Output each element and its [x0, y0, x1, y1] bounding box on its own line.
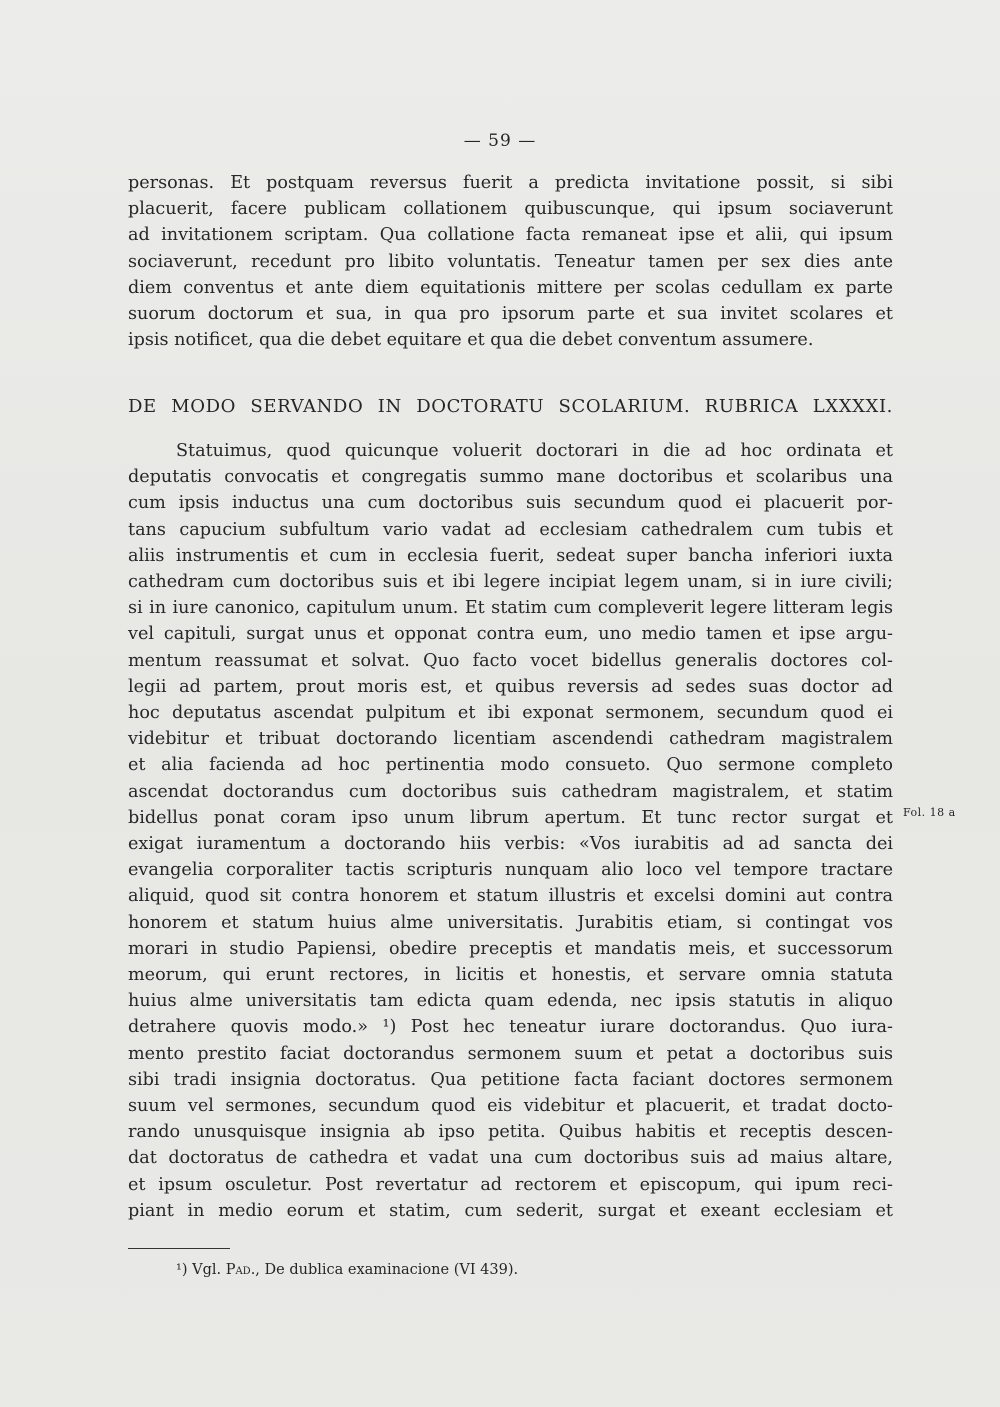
text-line: piant in medio eorum et statim, cum sederit, surgat et exeant ecclesiam et: [128, 1200, 893, 1221]
footnote-prefix: Vgl.: [192, 1262, 222, 1278]
text-line: ad invitationem scriptam. Qua collatione facta remaneat ipse et alii, qui ipsum: [128, 225, 893, 246]
text-line: vel capituli, surgat unus et opponat contra eum, uno medio tamen et ipse argu-: [128, 624, 893, 645]
text-line: ascendat doctorandus cum doctoribus suis cathedram magistralem, et statim: [128, 781, 893, 802]
footnote-marker: ¹): [176, 1262, 188, 1278]
section-heading: DE MODO SERVANDO IN DOCTORATU SCOLARIUM. RUBRICA LXXXXI.: [128, 396, 893, 417]
text-line: morari in studio Papiensi, obedire preceptis et mandatis meis, et successorum: [128, 938, 893, 959]
text-line: diem conventus et ante diem equitationis mittere per scolas cedullam ex parte: [128, 277, 893, 298]
text-line: Statuimus, quod quicunque voluerit doctorari in die ad hoc ordinata et: [176, 441, 893, 461]
top-paragraph: [128, 170, 893, 353]
footnote: [176, 1262, 518, 1278]
footnote-text: De dublica examinacione (VI 439).: [264, 1262, 519, 1278]
footnote-rule: [128, 1248, 230, 1249]
text-line: videbitur et tribuat doctorando licentiam ascendendi cathedram magistralem: [128, 729, 893, 750]
text-line: et ipsum osculetur. Post revertatur ad rectorem et episcopum, qui ipum reci-: [128, 1174, 893, 1195]
text-line: meorum, qui erunt rectores, in licitis et honestis, et servare omnia statuta: [128, 965, 893, 986]
footnote-author: Pad.,: [225, 1262, 260, 1278]
main-paragraph: [128, 438, 893, 1224]
text-line: cum ipsis inductus una cum doctoribus suis secundum quod ei placuerit por-: [128, 493, 893, 514]
page-number: — 59 —: [463, 131, 537, 151]
text-line: sibi tradi insignia doctoratus. Qua petitione facta faciant doctores sermonem: [128, 1069, 893, 1090]
text-line: evangelia corporaliter tactis scripturis nunquam alio loco vel tempore tractare: [128, 860, 893, 881]
text-line: aliis instrumentis et cum in ecclesia fuerit, sedeat super bancha inferiori iuxta: [128, 545, 893, 566]
text-line: suum vel sermones, secundum quod eis videbitur et placuerit, et tradat docto-: [128, 1096, 893, 1117]
text-line: mentum reassumat et solvat. Quo facto vocet bidellus generalis doctores col-: [128, 650, 893, 671]
text-line: sociaverunt, recedunt pro libito voluntatis. Teneatur tamen per sex dies ante: [128, 251, 893, 272]
text-line: et alia facienda ad hoc pertinentia modo consueto. Quo sermone completo: [128, 755, 893, 776]
text-line: aliquid, quod sit contra honorem et statum illustris et excelsi domini aut contra: [128, 886, 893, 907]
text-line: tans capucium subfultum vario vadat ad ecclesiam cathedralem cum tubis et: [128, 519, 893, 540]
text-line: cathedram cum doctoribus suis et ibi legere incipiat legem unam, si in iure civili;: [128, 572, 893, 593]
text-line: huius alme universitatis tam edicta quam edenda, nec ipsis statutis in aliquo: [128, 991, 893, 1012]
text-line: deputatis convocatis et congregatis summo mane doctoribus et scolaribus una: [128, 467, 893, 488]
text-line: exigat iuramentum a doctorando hiis verbis: «Vos iurabitis ad ad sancta dei: [128, 834, 893, 855]
text-line: hoc deputatus ascendat pulpitum et ibi exponat sermonem, secundum quod ei: [128, 703, 893, 724]
text-line: dat doctoratus de cathedra et vadat una cum doctoribus suis ad maius altare,: [128, 1148, 893, 1169]
margin-folio-note: Fol. 18 a: [903, 806, 956, 819]
text-line: si in iure canonico, capitulum unum. Et statim cum compleverit legere litteram legis: [128, 598, 893, 619]
text-line: detrahere quovis modo.» ¹) Post hec teneatur iurare doctorandus. Quo iura-: [128, 1017, 893, 1038]
text-line: legii ad partem, prout moris est, et quibus reversis ad sedes suas doctor ad: [128, 676, 893, 697]
text-line: ipsis notificet, qua die debet equitare et qua die debet conventum assumere.: [128, 330, 814, 351]
text-line: suorum doctorum et sua, in qua pro ipsorum parte et sua invitet scolares et: [128, 304, 893, 325]
text-line: rando unusquisque insignia ab ipso petita. Quibus habitis et receptis descen-: [128, 1122, 893, 1143]
text-line: mento prestito faciat doctorandus sermonem suum et petat a doctoribus suis: [128, 1043, 893, 1064]
text-line: bidellus ponat coram ipso unum librum apertum. Et tunc rector surgat et: [128, 807, 893, 828]
text-line: personas. Et postquam reversus fuerit a predicta invitatione possit, si sibi: [128, 173, 893, 193]
text-line: placuerit, facere publicam collationem quibuscunque, qui ipsum sociaverunt: [128, 199, 893, 220]
text-line: honorem et statum huius alme universitatis. Jurabitis etiam, si contingat vos: [128, 912, 893, 933]
